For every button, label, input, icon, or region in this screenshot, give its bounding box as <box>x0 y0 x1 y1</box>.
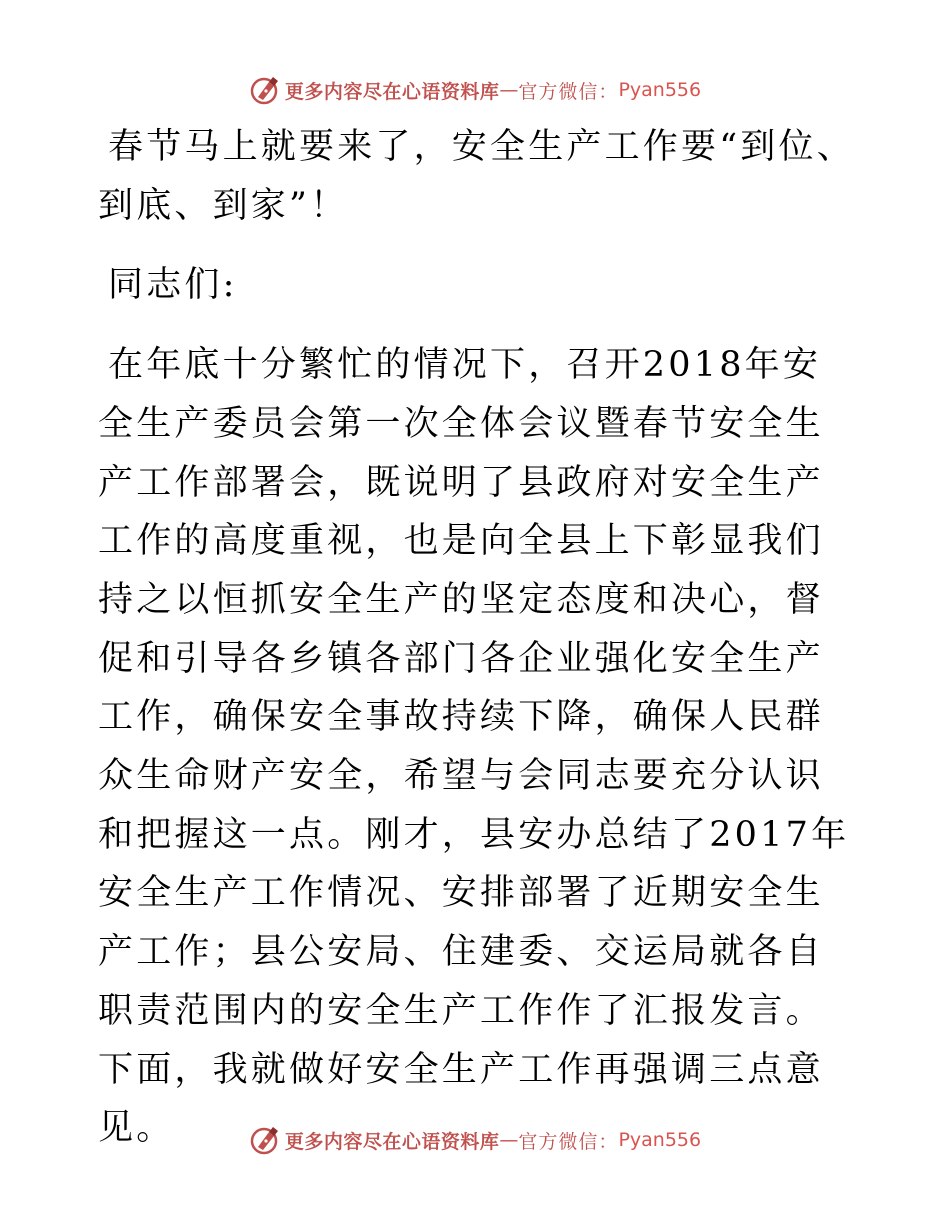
banner-brand-text: 更多内容尽在心语资料库 <box>284 80 500 103</box>
header-banner <box>0 70 950 110</box>
banner-wechat-id: Pyan556 <box>618 1129 702 1151</box>
banner-brand-text: 更多内容尽在心语资料库 <box>284 1130 500 1153</box>
banner-wechat-label: 官方微信： <box>518 1130 619 1153</box>
banner-separator: — <box>499 79 519 101</box>
pen-nib-icon <box>249 73 283 107</box>
document-title: 春节马上就要来了，安全生产工作要“到位、到底、到家”！ <box>98 127 855 226</box>
banner-wechat-label: 官方微信： <box>518 80 619 103</box>
footer-banner <box>0 1120 950 1160</box>
banner-wechat-id: Pyan556 <box>618 79 702 101</box>
salutation: 同志们: <box>108 265 238 306</box>
document-body <box>98 118 858 1158</box>
banner-separator: — <box>499 1129 519 1151</box>
body-paragraph: 在年底十分繁忙的情况下，召开2018年安全生产委员会第一次全体会议暨春节安全生产工作部署会，既说明了县政府对安全生产工作的高度重视，也是向全县上下彰显我们持之以恒抓安全生产的坚定态度和决心，督促和引导各乡镇各部门各企业强化安全生产工作，确保安全事故持续下降，确保人民群众生命财产安全，希望与会同志要充分认识和把握这一点。刚才，县安办总结了2017年安全生产工作情况、安排部署了近期安全生产工作；县公安局、住建委、交运局就各自职责范围内的安全生产工作作了汇报发言。下面，我就做好安全生产工作再强调三点意见。 <box>98 345 850 1149</box>
pen-nib-icon <box>249 1123 283 1157</box>
